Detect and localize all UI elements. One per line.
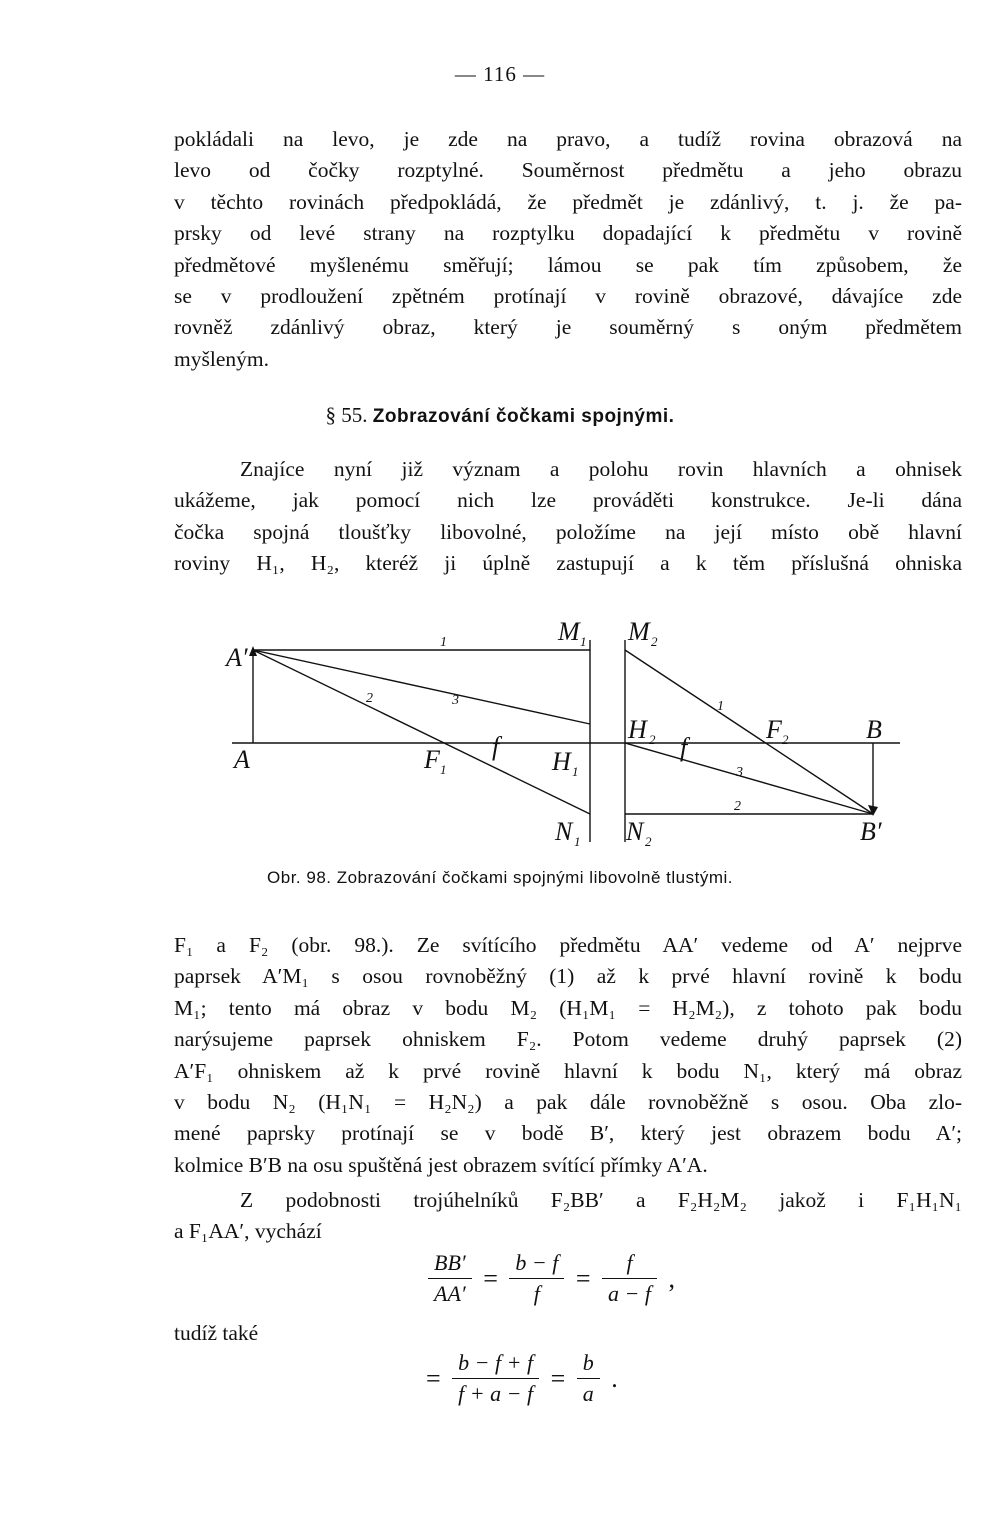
ray-number-1: 1 — [440, 635, 447, 650]
numerator: b — [577, 1350, 600, 1379]
text-line: v bodu N₂ (H₁N₁ = H₂N₂) a pak dále rovnoběžně s osou. Oba zlo- — [174, 1090, 962, 1115]
label-b: B — [866, 715, 882, 744]
text-line: paprsek A′M₁ s osou rovnoběžný (1) až k prvé hlavní rovině k bodu — [174, 964, 962, 989]
section-number: § 55. — [325, 403, 368, 427]
text-line: levo od čočky rozptylné. Souměrnost předmětu a jeho obrazu — [174, 158, 962, 183]
text-line: A′F₁ ohniskem až k prvé rovině hlavní k bodu N₁, který má obraz — [174, 1058, 962, 1083]
equals-sign: = — [575, 1263, 591, 1293]
label-m2: M — [628, 617, 650, 646]
lens-diagram — [0, 600, 1000, 860]
label-n2: N — [626, 817, 644, 846]
fraction — [428, 1250, 472, 1307]
label-f2-sub: 2 — [782, 732, 789, 747]
fraction — [509, 1250, 564, 1307]
section-heading — [0, 403, 1000, 428]
label-f-right: f — [680, 733, 688, 762]
numerator: f — [602, 1250, 657, 1279]
label-h2: H — [628, 715, 647, 744]
text-line: předmětové myšlenému směřují; lámou se pak tím způsobem, že — [174, 252, 962, 277]
numerator: BB′ — [428, 1250, 472, 1279]
equals-sign: = — [550, 1363, 566, 1393]
equation-2 — [424, 1350, 620, 1407]
label-m1-sub: 1 — [580, 634, 587, 649]
numerator: b − f + f — [452, 1350, 539, 1379]
label-n2-sub: 2 — [645, 834, 652, 849]
ray-number-1-right: 1 — [717, 699, 724, 714]
label-a-prime: A′ — [226, 643, 248, 672]
paragraph-1 — [174, 124, 962, 375]
label-m1: M — [558, 617, 580, 646]
text-line: čočka spojná tloušťky libovolné, položíme na její místo obě hlavní — [174, 519, 962, 544]
text-line: kolmice B′B na osu spuštěná jest obrazem svítící přímky A′A. — [174, 1152, 708, 1177]
denominator: a − f — [608, 1281, 651, 1306]
ray-1-right — [625, 650, 873, 814]
label-h1: H — [552, 747, 571, 776]
text-line: myšleným. — [174, 346, 269, 371]
text-line: Znajíce nyní již význam a polohu rovin hlavních a ohnisek — [240, 457, 962, 481]
ray-3-left — [253, 650, 590, 724]
also-text: tudíž také — [174, 1321, 259, 1345]
ray-number-3-right: 3 — [736, 765, 743, 780]
ray-number-3: 3 — [452, 693, 459, 708]
label-f1-sub: 1 — [440, 762, 447, 777]
paragraph-3 — [174, 930, 962, 1181]
label-m2-sub: 2 — [651, 634, 658, 649]
label-n1-sub: 1 — [574, 834, 581, 849]
text-line: pokládali na levo, je zde na pravo, a tudíž rovina obrazová na — [174, 127, 962, 151]
text-line: Z podobnosti trojúhelníků F₂BB′ a F₂H₂M₂ jakož i F₁H₁N₁ — [240, 1188, 962, 1212]
numerator: b − f — [509, 1250, 564, 1279]
page-number: — 116 — — [454, 62, 546, 86]
paragraph-2 — [174, 454, 962, 580]
text-line: se v prodloužení zpětném protínají v rovině obrazové, dávajíce zde — [174, 284, 962, 309]
text-line: ukážeme, jak pomocí nich lze prováděti konstrukce. Je-li dána — [174, 488, 962, 513]
ray-number-2: 2 — [366, 691, 373, 706]
text-line: narýsujeme paprsek ohniskem F₂. Potom vedeme druhý paprsek (2) — [174, 1027, 962, 1052]
label-f2: F — [766, 715, 782, 744]
paragraph-4 — [174, 1185, 962, 1248]
text-line: a F₁AA′, vychází — [174, 1219, 322, 1244]
equals-sign: = — [483, 1263, 498, 1293]
label-n1: N — [555, 817, 573, 846]
text-line: F₁ a F₂ (obr. 98.). Ze svítícího předmětu AA′ vedeme od A′ nejprve — [174, 933, 962, 957]
text-line: prsky od levé strany na rozptylku dopadající k předmětu v rovině — [174, 221, 962, 246]
fraction — [602, 1250, 657, 1307]
ray-3-right — [625, 743, 873, 814]
label-f-left: f — [492, 732, 500, 761]
label-h2-sub: 2 — [649, 732, 656, 747]
denominator: f — [533, 1281, 540, 1306]
ray-number-2-right: 2 — [734, 799, 741, 814]
label-f1: F — [424, 745, 440, 774]
text-line: mené paprsky protínají se v bodě B′, který jest obrazem bodu A′; — [174, 1121, 962, 1146]
equals-sign: = — [426, 1363, 441, 1393]
denominator: f + a − f — [458, 1381, 534, 1406]
label-b-prime: B′ — [860, 817, 882, 846]
label-h1-sub: 1 — [572, 764, 579, 779]
figure-caption: Obr. 98. Zobrazování čočkami spojnými libovolně tlustými. — [267, 868, 733, 887]
text-line: v těchto rovinách předpokládá, že předmět je zdánlivý, t. j. že pa- — [174, 189, 962, 214]
ray-2-left — [253, 650, 590, 814]
text-line: roviny H₁, H₂, kteréž ji úplně zastupují a k těm příslušná ohniska — [174, 551, 962, 576]
period: . — [611, 1363, 618, 1393]
fraction — [452, 1350, 539, 1407]
label-a: A — [234, 745, 250, 774]
text-line: rovněž zdánlivý obraz, který je souměrný s oným předmětem — [174, 315, 962, 340]
denominator: AA′ — [434, 1281, 466, 1306]
section-title: Zobrazování čočkami spojnými. — [372, 406, 675, 427]
text-line: M₁; tento má obraz v bodu M₂ (H₁M₁ = H₂M₂), z tohoto pak bodu — [174, 995, 962, 1020]
denominator: a — [582, 1381, 594, 1406]
comma: , — [668, 1263, 675, 1293]
equation-1 — [424, 1250, 677, 1307]
fraction — [577, 1350, 600, 1407]
